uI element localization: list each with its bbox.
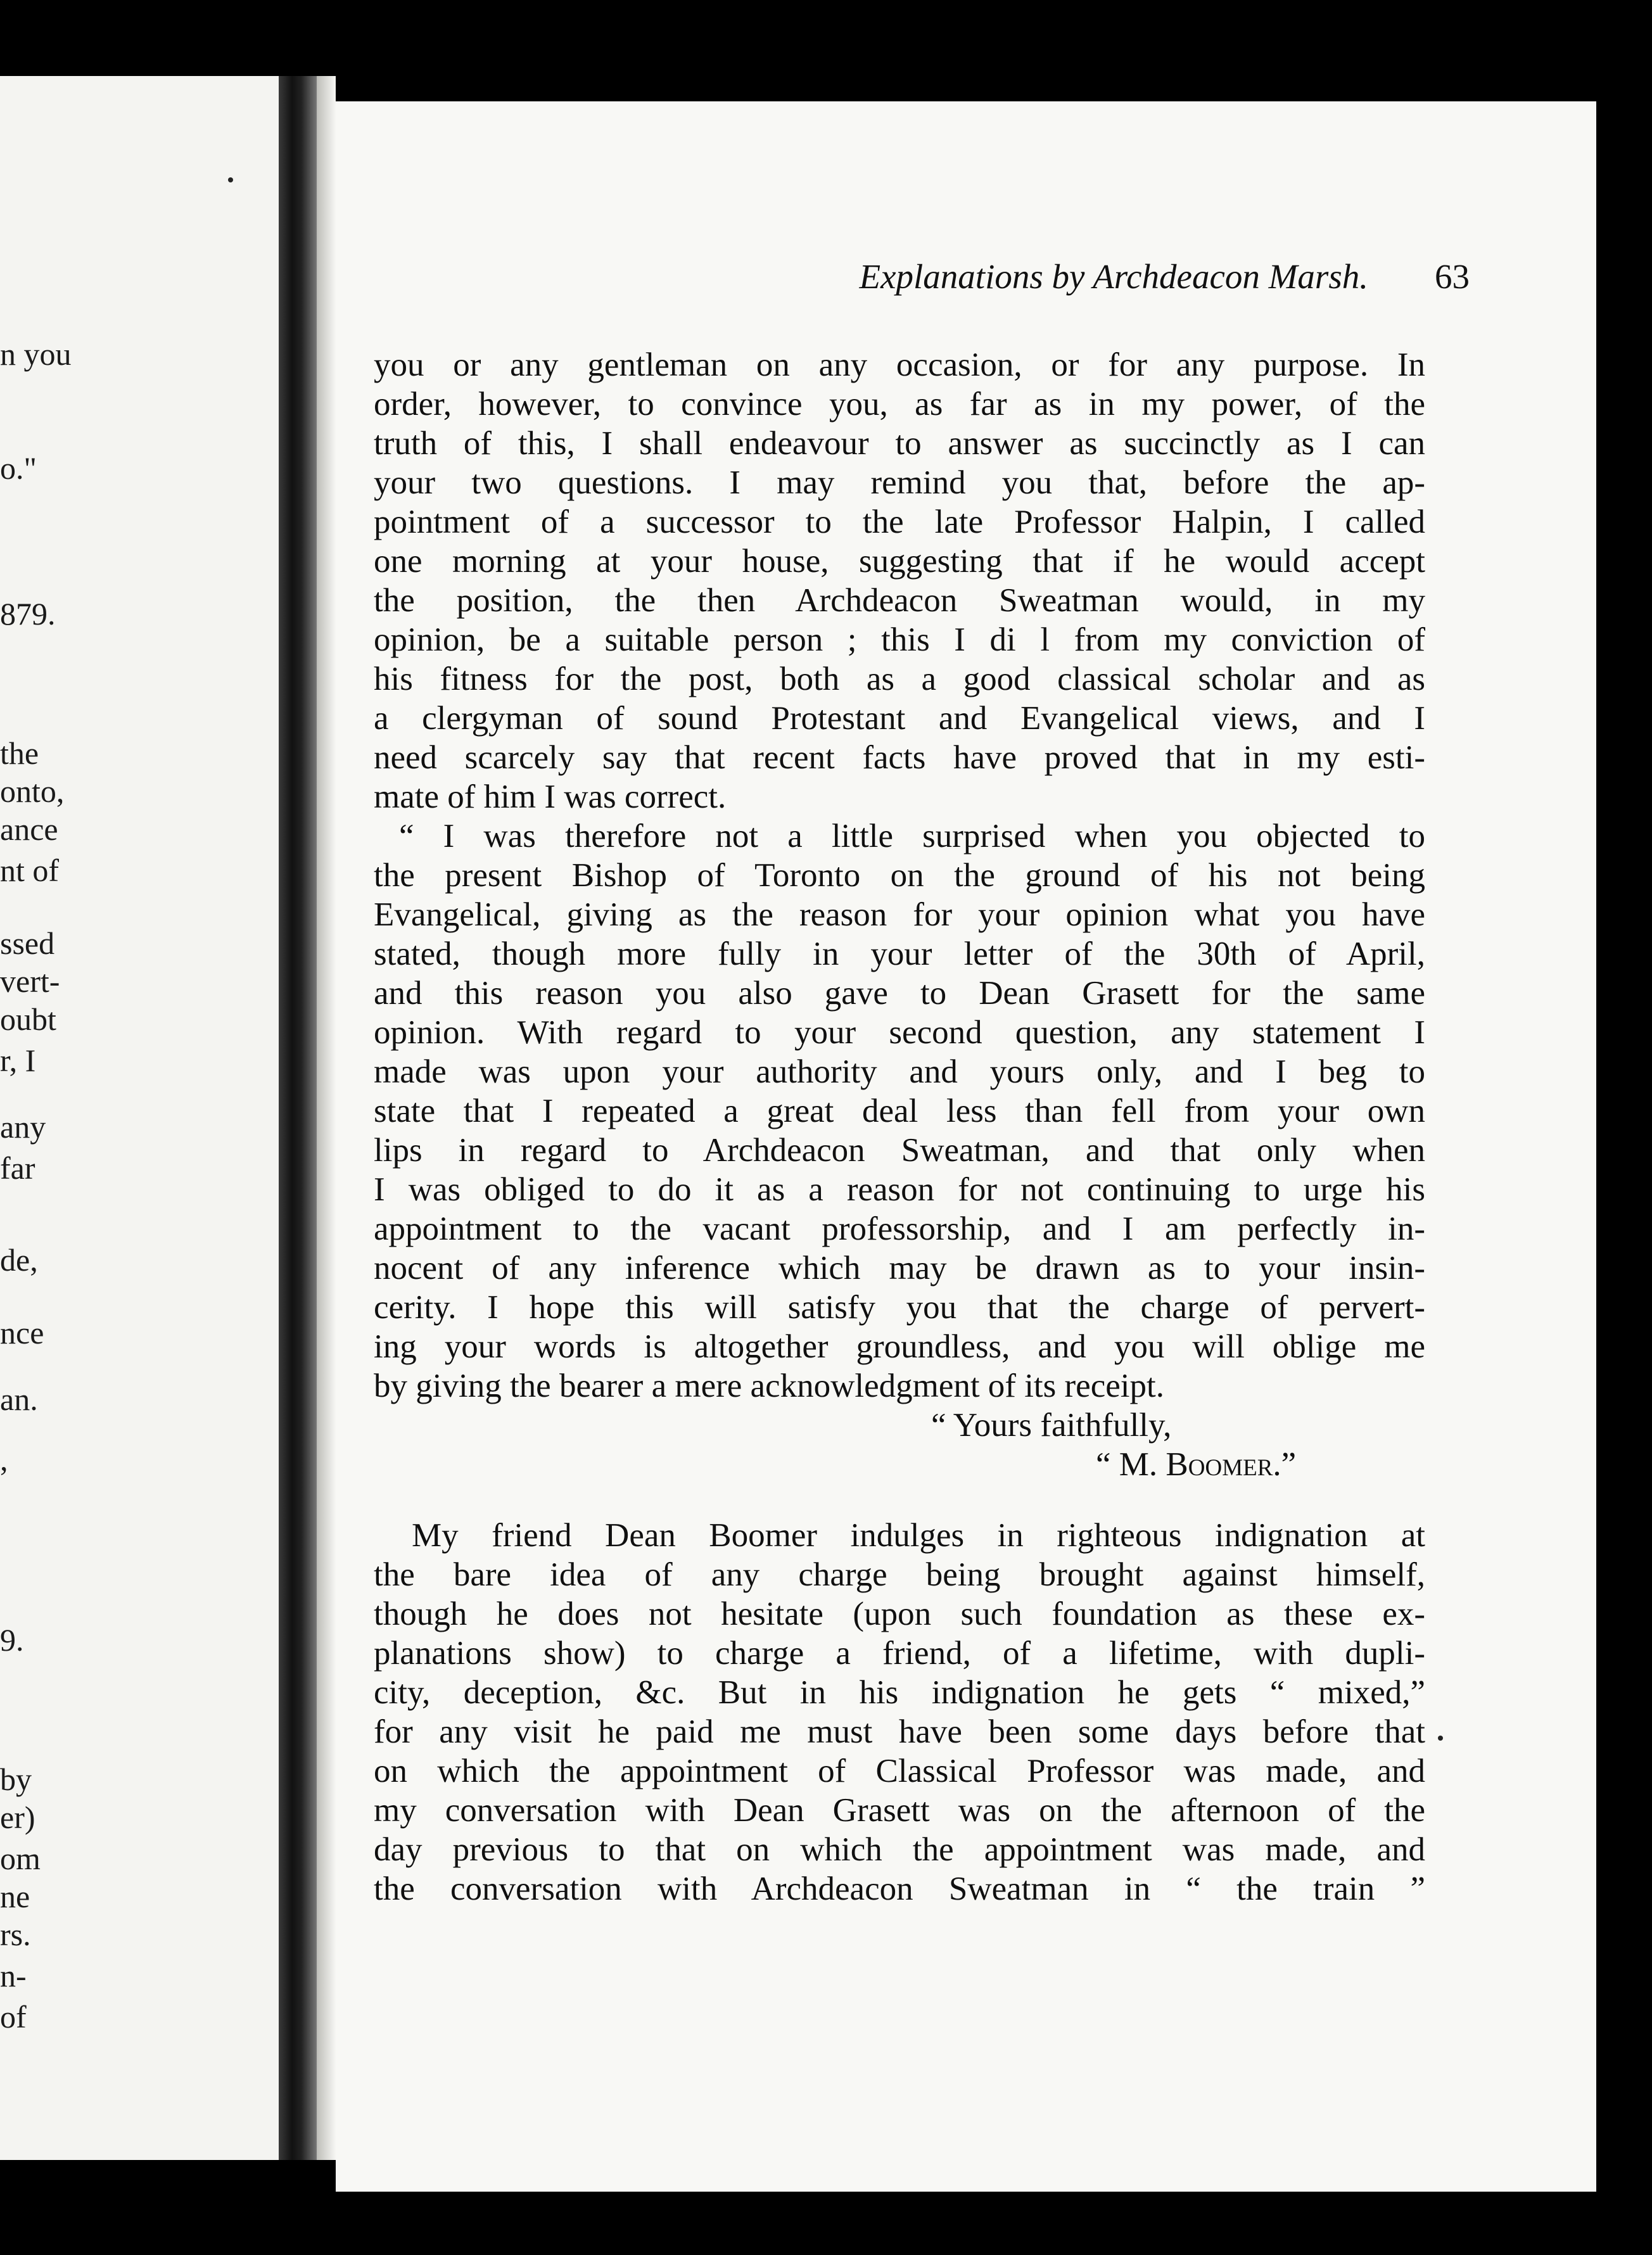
text-line: planations show) to charge a friend, of a lifetime, with dupli- [374,1635,1425,1672]
left-fragment: r, I [0,1043,36,1078]
left-fragment: far [0,1150,35,1186]
letter-signature: “ M. Boomer.” [1096,1446,1297,1483]
book-gutter [279,76,317,2160]
text-line: cerity. I hope this will satisfy you that the charge of pervert- [374,1289,1425,1326]
left-fragment: er) [0,1800,35,1835]
text-line: truth of this, I shall endeavour to answer as succinctly as I can [374,425,1425,462]
left-fragment: ne [0,1879,30,1914]
ink-speck [1438,1736,1443,1741]
text-line: his fitness for the post, both as a good classical scholar and as [374,661,1425,697]
left-fragment: of [0,1999,27,2035]
text-line: on which the appointment of Classical Professor was made, and [374,1753,1425,1789]
gutter-shadow [317,76,336,2160]
text-line: opinion, be a suitable person ; this I di l from my conviction of [374,621,1425,658]
left-fragment: oubt [0,1001,56,1037]
body-text [374,345,1425,1909]
text-line: pointment of a successor to the late Professor Halpin, I called [374,504,1425,540]
text-line: though he does not hesitate (upon such foundation as these ex- [374,1596,1425,1632]
left-fragment: rs. [0,1917,31,1952]
text-line: ing your words is altogether groundless, and you will oblige me [374,1328,1425,1365]
left-fragment: the [0,735,39,771]
commentary-text [374,1516,1425,1909]
text-line: I was obliged to do it as a reason for not continuing to urge his [374,1171,1425,1208]
text-line: Evangelical, giving as the reason for your opinion what you have [374,896,1425,933]
text-line: appointment to the vacant professorship, and I am perfectly in- [374,1210,1425,1247]
text-line: order, however, to convince you, as far as in my power, of the [374,386,1425,422]
text-line: a clergyman of sound Protestant and Evangelical views, and I [374,700,1425,737]
text-line: “ I was therefore not a little surprised when you objected to [399,818,1425,854]
left-fragment: 879. [0,596,56,632]
previous-page-edge [0,76,279,2160]
ink-speck [228,177,233,182]
text-line: stated, though more fully in your letter of the 30th of April, [374,936,1425,972]
left-fragment: nce [0,1315,44,1350]
letter-closing: “ Yours faithfully, [931,1407,1172,1444]
left-fragment: by [0,1762,32,1797]
left-fragment: 9. [0,1622,24,1658]
text-line: for any visit he paid me must have been some days before that [374,1713,1425,1750]
text-line: My friend Dean Boomer indulges in righteous indignation at [412,1517,1425,1554]
text-line: the present Bishop of Toronto on the ground of his not being [374,857,1425,894]
text-line: the conversation with Archdeacon Sweatman in “ the train ” [374,1871,1425,1907]
text-line: day previous to that on which the appointment was made, and [374,1831,1425,1868]
text-line: your two questions. I may remind you that, before the ap- [374,464,1425,501]
left-fragment: ance [0,811,58,847]
letter-text [374,345,1425,1484]
text-line: made was upon your authority and yours only, and I beg to [374,1053,1425,1090]
left-fragment: om [0,1841,41,1876]
left-fragment: nt of [0,853,60,888]
running-head-title: Explanations by Archdeacon Marsh. [859,257,1368,296]
left-fragment: onto, [0,773,65,809]
left-fragment: an. [0,1382,38,1417]
text-line: opinion. With regard to your second question, any statement I [374,1014,1425,1051]
text-line: city, deception, &c. But in his indignation he gets “ mixed,” [374,1674,1425,1711]
left-fragment: ssed [0,925,55,961]
text-line: my conversation with Dean Grasett was on the afternoon of the [374,1792,1425,1829]
text-line: nocent of any inference which may be drawn as to your insin- [374,1250,1425,1286]
left-fragment: vert- [0,963,60,999]
main-page [336,101,1596,2192]
text-line: and this reason you also gave to Dean Grasett for the same [374,975,1425,1012]
page-number: 63 [1435,257,1470,296]
left-fragment: de, [0,1242,38,1278]
left-fragment: o." [0,450,37,486]
text-line: you or any gentleman on any occasion, or for any purpose. In [374,346,1425,383]
text-line: lips in regard to Archdeacon Sweatman, and that only when [374,1132,1425,1169]
left-fragment: any [0,1109,46,1145]
text-line: state that I repeated a great deal less than fell from your own [374,1093,1425,1129]
running-head [570,257,1508,307]
text-line: mate of him I was correct. [374,778,727,815]
left-fragment: , [0,1442,8,1477]
paragraph-gap [374,1484,1425,1516]
left-fragment: n- [0,1958,27,1993]
text-line: the position, the then Archdeacon Sweatman would, in my [374,582,1425,619]
text-line: need scarcely say that recent facts have proved that in my esti- [374,739,1425,776]
text-line: the bare idea of any charge being brought against himself, [374,1556,1425,1593]
text-line: one morning at your house, suggesting that if he would accept [374,543,1425,580]
left-fragment: n you [0,336,72,372]
text-line: by giving the bearer a mere acknowledgment of its receipt. [374,1368,1164,1404]
